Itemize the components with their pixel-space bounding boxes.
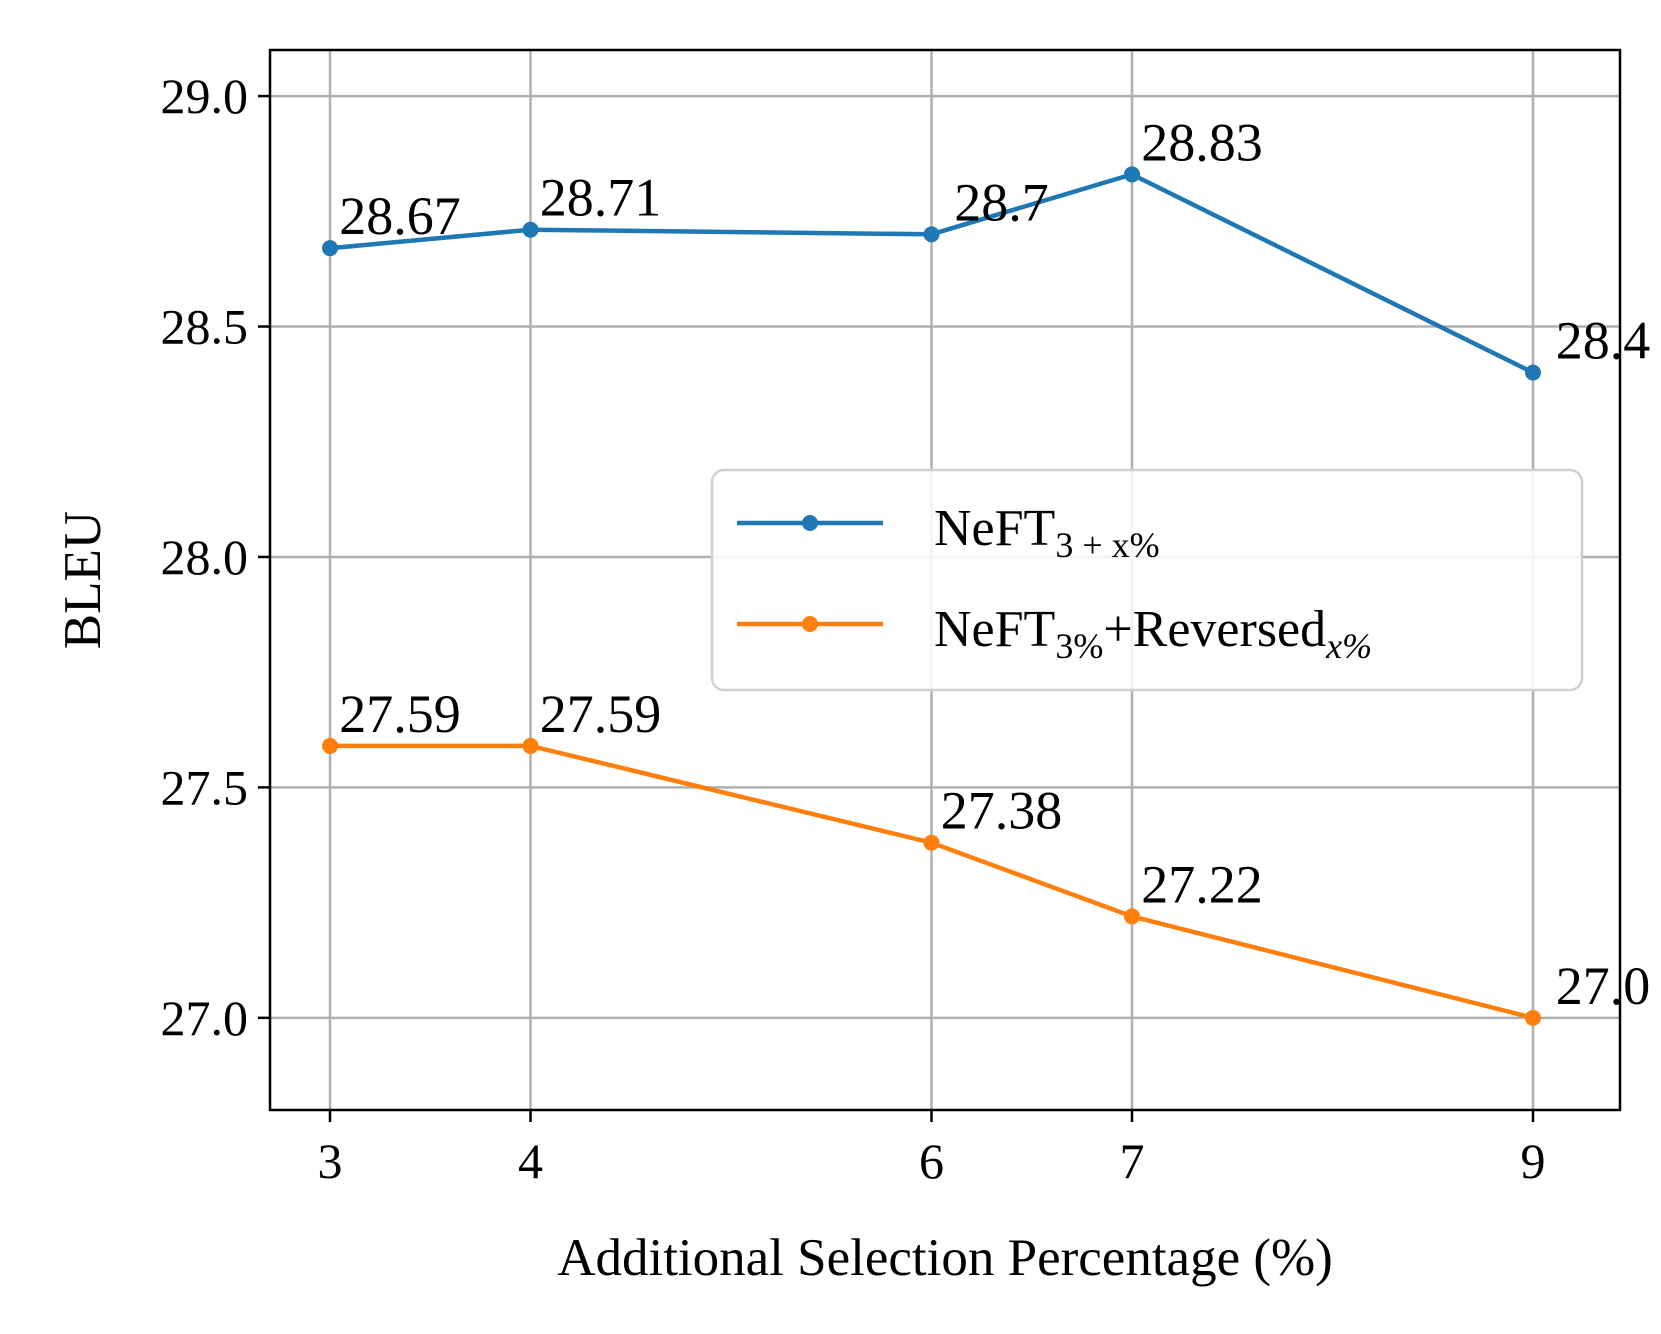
data-point: [924, 835, 940, 851]
data-label: 27.0: [1555, 955, 1651, 1016]
x-tick-label: 7: [1119, 1133, 1145, 1189]
legend-label: [934, 601, 1372, 666]
data-label: 28.71: [539, 167, 662, 228]
x-tick-label: 4: [518, 1133, 543, 1189]
data-point: [1525, 365, 1541, 381]
legend-label-subscript: 3%: [1055, 626, 1104, 666]
legend-swatch-marker: [802, 616, 818, 632]
data-point: [1124, 166, 1140, 182]
y-tick-label: 27.0: [160, 989, 248, 1046]
x-tick-label: 6: [919, 1133, 944, 1189]
data-label: 28.7: [954, 172, 1049, 233]
data-label: 28.83: [1141, 112, 1263, 173]
legend-label-main: NeFT: [934, 500, 1056, 557]
data-label: 28.67: [339, 186, 461, 247]
legend-label-main: NeFT: [934, 601, 1056, 658]
legend: [712, 470, 1582, 690]
x-axis-label: Additional Selection Percentage (%): [557, 1229, 1333, 1287]
y-axis-label: BLEU: [54, 510, 112, 650]
data-point: [1124, 908, 1140, 924]
x-tick-label: 3: [317, 1133, 343, 1189]
data-label: 27.22: [1141, 854, 1263, 915]
data-point: [523, 738, 539, 754]
data-point: [322, 240, 338, 256]
y-tick-label: 27.5: [160, 759, 248, 816]
legend-swatch-marker: [802, 515, 818, 531]
legend-label-tail: +Reversed: [1103, 601, 1327, 658]
data-label: 27.59: [339, 683, 461, 744]
data-point: [322, 738, 338, 754]
data-point: [1525, 1010, 1541, 1026]
data-label: 27.38: [940, 780, 1063, 841]
y-tick-label: 29.0: [160, 68, 248, 125]
legend-label-tail-subscript: x%: [1326, 626, 1373, 666]
x-tick-label: 9: [1520, 1133, 1546, 1189]
data-point: [523, 222, 539, 238]
legend-label-subscript: 3 + x%: [1055, 525, 1160, 565]
data-point: [924, 226, 940, 242]
y-tick-label: 28.0: [160, 528, 248, 585]
y-tick-label: 28.5: [160, 298, 248, 355]
data-label: 28.4: [1555, 310, 1651, 371]
data-label: 27.59: [539, 683, 662, 744]
